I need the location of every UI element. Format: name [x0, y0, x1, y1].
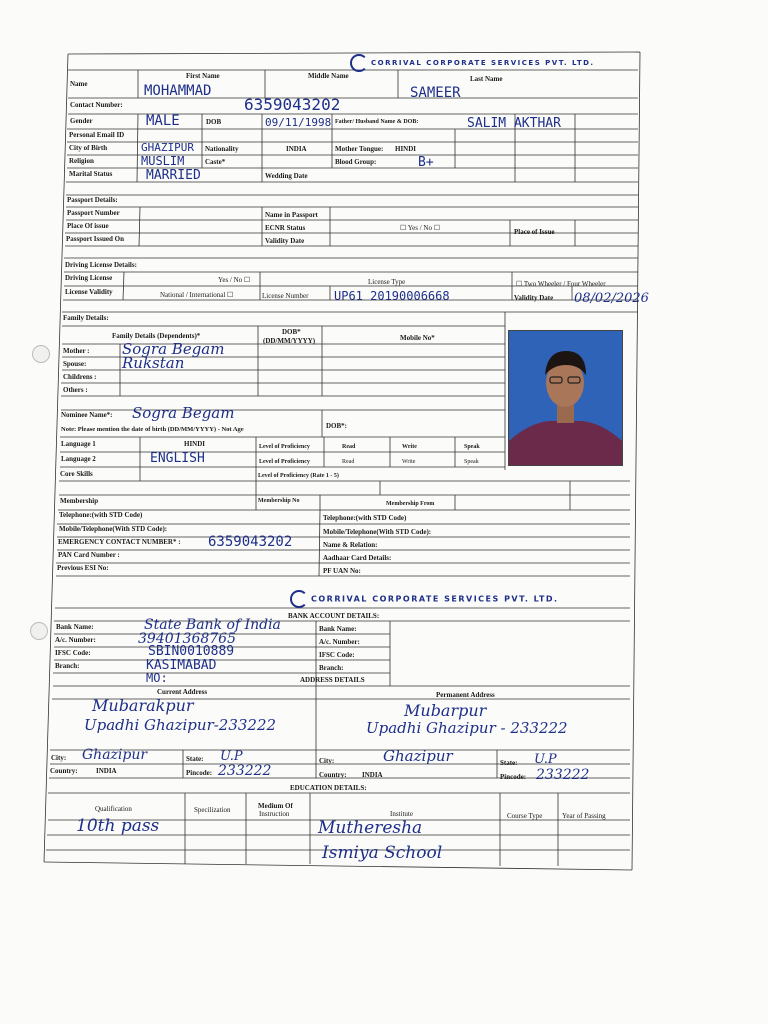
qualification-value[interactable]: 10th pass: [76, 816, 160, 836]
national-international[interactable]: National / International ☐: [160, 291, 234, 299]
marital-label: Marital Status: [69, 170, 113, 178]
perm-pincode-value[interactable]: 233222: [536, 767, 590, 783]
specialization-label: Specilization: [194, 806, 231, 814]
membership-from-label: Membership From: [386, 501, 435, 507]
lang1-speak[interactable]: Speak: [464, 444, 480, 450]
contact-label: Contact Number:: [70, 101, 123, 109]
first-name-value[interactable]: MOHAMMAD: [144, 83, 212, 99]
license-type-label: License Type: [368, 278, 406, 286]
passport-issued-label: Passport Issued On: [66, 235, 124, 243]
city-birth-label: City of Birth: [69, 144, 108, 152]
family-title: Family Details:: [63, 314, 109, 322]
nationality-value: INDIA: [286, 145, 307, 153]
lang1-prof-label: Level of Proficiency: [259, 444, 310, 450]
email-label: Personal Email ID: [69, 131, 125, 139]
wedding-label: Wedding Date: [265, 172, 308, 180]
state-value[interactable]: U.P: [220, 749, 243, 764]
permanent-address-line2[interactable]: Upadhi Ghazipur - 233222: [366, 719, 568, 737]
lang2-read[interactable]: Read: [342, 459, 355, 465]
lang1-value: HINDI: [184, 440, 206, 448]
institute-line1[interactable]: Mutheresha: [318, 818, 423, 838]
esi-label: Previous ESI No:: [57, 564, 109, 572]
passport-place-label: Place Of issue: [67, 222, 109, 230]
lang2-write[interactable]: Write: [402, 459, 416, 465]
caste-label: Caste*: [205, 158, 226, 166]
religion-label: Religion: [69, 157, 94, 165]
pf-label: PF UAN No:: [323, 567, 361, 575]
bank-name-label: Bank Name:: [56, 623, 94, 631]
current-address-line1[interactable]: Mubarakpur: [92, 696, 194, 715]
branch-label: Branch:: [55, 662, 80, 670]
contact-value[interactable]: 6359043202: [244, 95, 341, 114]
country-value-right: INDIA: [362, 771, 383, 779]
current-address-line2[interactable]: Upadhi Ghazipur-233222: [84, 716, 277, 734]
state-label: State:: [186, 755, 204, 763]
education-title: EDUCATION DETAILS:: [290, 784, 367, 792]
membership-no-label: Membership No: [258, 498, 300, 504]
first-name-label: First Name: [186, 72, 220, 80]
driving-license-label: Driving License: [65, 274, 113, 282]
father-label: Father/ Husband Name & DOB:: [335, 119, 419, 125]
marital-value[interactable]: MARRIED: [146, 168, 201, 183]
mother-tongue-value: HINDI: [395, 145, 417, 153]
company-name-bank: CORRIVAL CORPORATE SERVICES PVT. LTD.: [311, 594, 559, 604]
city-value[interactable]: Ghazipur: [82, 747, 148, 763]
dob-value[interactable]: 09/11/1998: [265, 116, 332, 129]
country-label: Country:: [50, 767, 78, 775]
gender-label: Gender: [70, 117, 93, 125]
bank-name-label-right: Bank Name:: [319, 625, 357, 633]
driving-yes-no[interactable]: Yes / No ☐: [218, 276, 251, 284]
perm-city-value[interactable]: Ghazipur: [383, 747, 453, 765]
nominee-label: Nominee Name*:: [61, 411, 113, 419]
passport-name-label: Name in Passport: [265, 211, 318, 219]
place-issue-label: Place of Issue: [514, 228, 555, 236]
emergency-value[interactable]: 6359043202: [208, 534, 293, 550]
swirl-logo-icon-2: [290, 590, 308, 608]
passport-title: Passport Details:: [67, 196, 118, 204]
children-label: Childrens :: [63, 373, 97, 381]
institute-line2[interactable]: Ismiya School: [322, 843, 443, 863]
membership-label: Membership: [60, 497, 99, 505]
qualification-label: Qualification: [95, 805, 132, 813]
lang2-prof-label: Level of Proficiency: [259, 459, 310, 465]
instruction-label: Instruction: [259, 810, 290, 818]
state-label-right: State:: [500, 759, 518, 767]
year-passing-label: Year of Passing: [562, 812, 606, 820]
blood-group-value[interactable]: B+: [418, 155, 434, 170]
pincode-value[interactable]: 233222: [218, 763, 272, 779]
applicant-photo: [508, 330, 623, 466]
person-photo-icon: [509, 331, 622, 465]
passport-validity-label: Validity Date: [265, 237, 305, 245]
ecnr-yes-no[interactable]: ☐ Yes / No ☐: [400, 224, 440, 232]
spouse-label: Spouse:: [63, 360, 87, 368]
license-number-label: License Number: [262, 292, 309, 300]
lang1-label: Language 1: [61, 440, 96, 448]
last-name-value[interactable]: SAMEER: [410, 85, 461, 101]
lang2-label: Language 2: [61, 455, 96, 463]
ecnr-label: ECNR Status: [265, 224, 306, 232]
permanent-address-label: Permanent Address: [436, 691, 495, 699]
core-skills-label: Core Skills: [60, 470, 93, 478]
license-validity-label: License Validity: [65, 288, 113, 296]
name-label: Name: [70, 80, 88, 88]
company-logo-bank: [290, 590, 559, 608]
nominee-dob-label: DOB*:: [326, 422, 347, 430]
current-address-label: Current Address: [157, 688, 208, 696]
country-label-right: Country:: [319, 771, 347, 779]
nominee-value[interactable]: Sogra Begam: [132, 404, 235, 422]
medium-label: Medium Of: [258, 802, 293, 810]
swirl-logo-icon: [350, 54, 368, 72]
aadhaar-label: Aadhaar Card Details:: [323, 554, 392, 562]
course-type-label: Course Type: [507, 812, 543, 820]
others-label: Others :: [63, 386, 88, 394]
permanent-address-line1[interactable]: Mubarpur: [404, 701, 487, 720]
passport-number-label: Passport Number: [67, 209, 120, 217]
bank-name-value[interactable]: State Bank of India: [144, 617, 281, 633]
mo-text: MO:: [146, 671, 168, 685]
wheeler-checkbox[interactable]: ☐ Two Wheeler / Four Wheeler: [516, 280, 606, 288]
branch-value[interactable]: KASIMABAD: [146, 658, 217, 673]
prof-rate-label: Level of Proficiency (Rate 1 - 5): [258, 473, 339, 479]
relation-label: Name & Relation:: [323, 541, 378, 549]
last-name-label: Last Name: [470, 75, 503, 83]
institute-label: Institute: [390, 810, 413, 818]
emergency-label: EMERGENCY CONTACT NUMBER* :: [58, 538, 181, 546]
company-logo-top: [350, 54, 595, 72]
telephone-label: Telephone:(with STD Code): [59, 511, 143, 519]
family-dob-format: (DD/MM/YYYY): [263, 337, 316, 345]
gender-value[interactable]: MALE: [146, 113, 180, 129]
city-label-right: City:: [319, 757, 335, 765]
dob-label: DOB: [206, 118, 222, 126]
bank-title: BANK ACCOUNT DETAILS:: [288, 612, 380, 620]
pincode-label: Pincode:: [186, 769, 213, 777]
middle-name-label: Middle Name: [308, 72, 349, 80]
father-value[interactable]: SALIM AKTHAR: [467, 116, 561, 131]
dependents-label: Family Details (Dependents)*: [112, 332, 201, 340]
validity-date-value[interactable]: 08/02/2026: [574, 291, 649, 306]
lang2-speak[interactable]: Speak: [464, 459, 479, 465]
lang1-read[interactable]: Read: [342, 444, 356, 450]
branch-label-right: Branch:: [319, 664, 344, 672]
mother-value[interactable]: Sogra Begam: [122, 340, 225, 358]
religion-value[interactable]: MUSLIM: [141, 154, 185, 168]
lang2-value[interactable]: ENGLISH: [150, 451, 205, 466]
mother-label: Mother :: [63, 347, 90, 355]
license-number-value[interactable]: UP61 20190006668: [334, 289, 450, 303]
spouse-value[interactable]: Rukstan: [122, 354, 185, 372]
company-name-top: CORRIVAL CORPORATE SERVICES PVT. LTD.: [371, 59, 595, 67]
ac-label-right: A/c. Number:: [319, 638, 360, 646]
nationality-label: Nationality: [205, 145, 239, 153]
telephone-label-right: Telephone:(with STD Code): [323, 514, 407, 522]
driving-title: Driving License Details:: [65, 261, 137, 269]
ifsc-label: IFSC Code:: [55, 649, 91, 657]
family-mobile-label: Mobile No*: [400, 334, 435, 342]
perm-state-value[interactable]: U.P: [534, 752, 557, 767]
ifsc-label-right: IFSC Code:: [319, 651, 355, 659]
address-title: ADDRESS DETAILS: [300, 676, 365, 684]
mobile-label-right: Mobile/Telephone(With STD Code):: [323, 528, 432, 536]
city-birth-value[interactable]: GHAZIPUR: [141, 141, 194, 154]
validity-date-label: Validity Date: [514, 294, 554, 302]
city-label: City:: [51, 754, 67, 762]
mobile-label: Mobile/Telephone(With STD Code):: [59, 525, 168, 533]
blood-group-label: Blood Group:: [335, 158, 377, 166]
country-value: INDIA: [96, 767, 117, 775]
ac-label: A/c. Number:: [55, 636, 96, 644]
pan-label: PAN Card Number :: [58, 551, 120, 559]
ifsc-value[interactable]: SBIN0010889: [148, 644, 235, 659]
lang1-write[interactable]: Write: [402, 444, 417, 450]
dob-note: Note: Please mention the date of birth (DD/MM/YYYY) - Not Age: [61, 426, 244, 433]
mother-tongue-label: Mother Tongue:: [335, 145, 384, 153]
family-dob-label: DOB*: [282, 328, 301, 336]
ac-value[interactable]: 39401368765: [138, 631, 236, 647]
pincode-label-right: Pincode:: [500, 773, 527, 781]
